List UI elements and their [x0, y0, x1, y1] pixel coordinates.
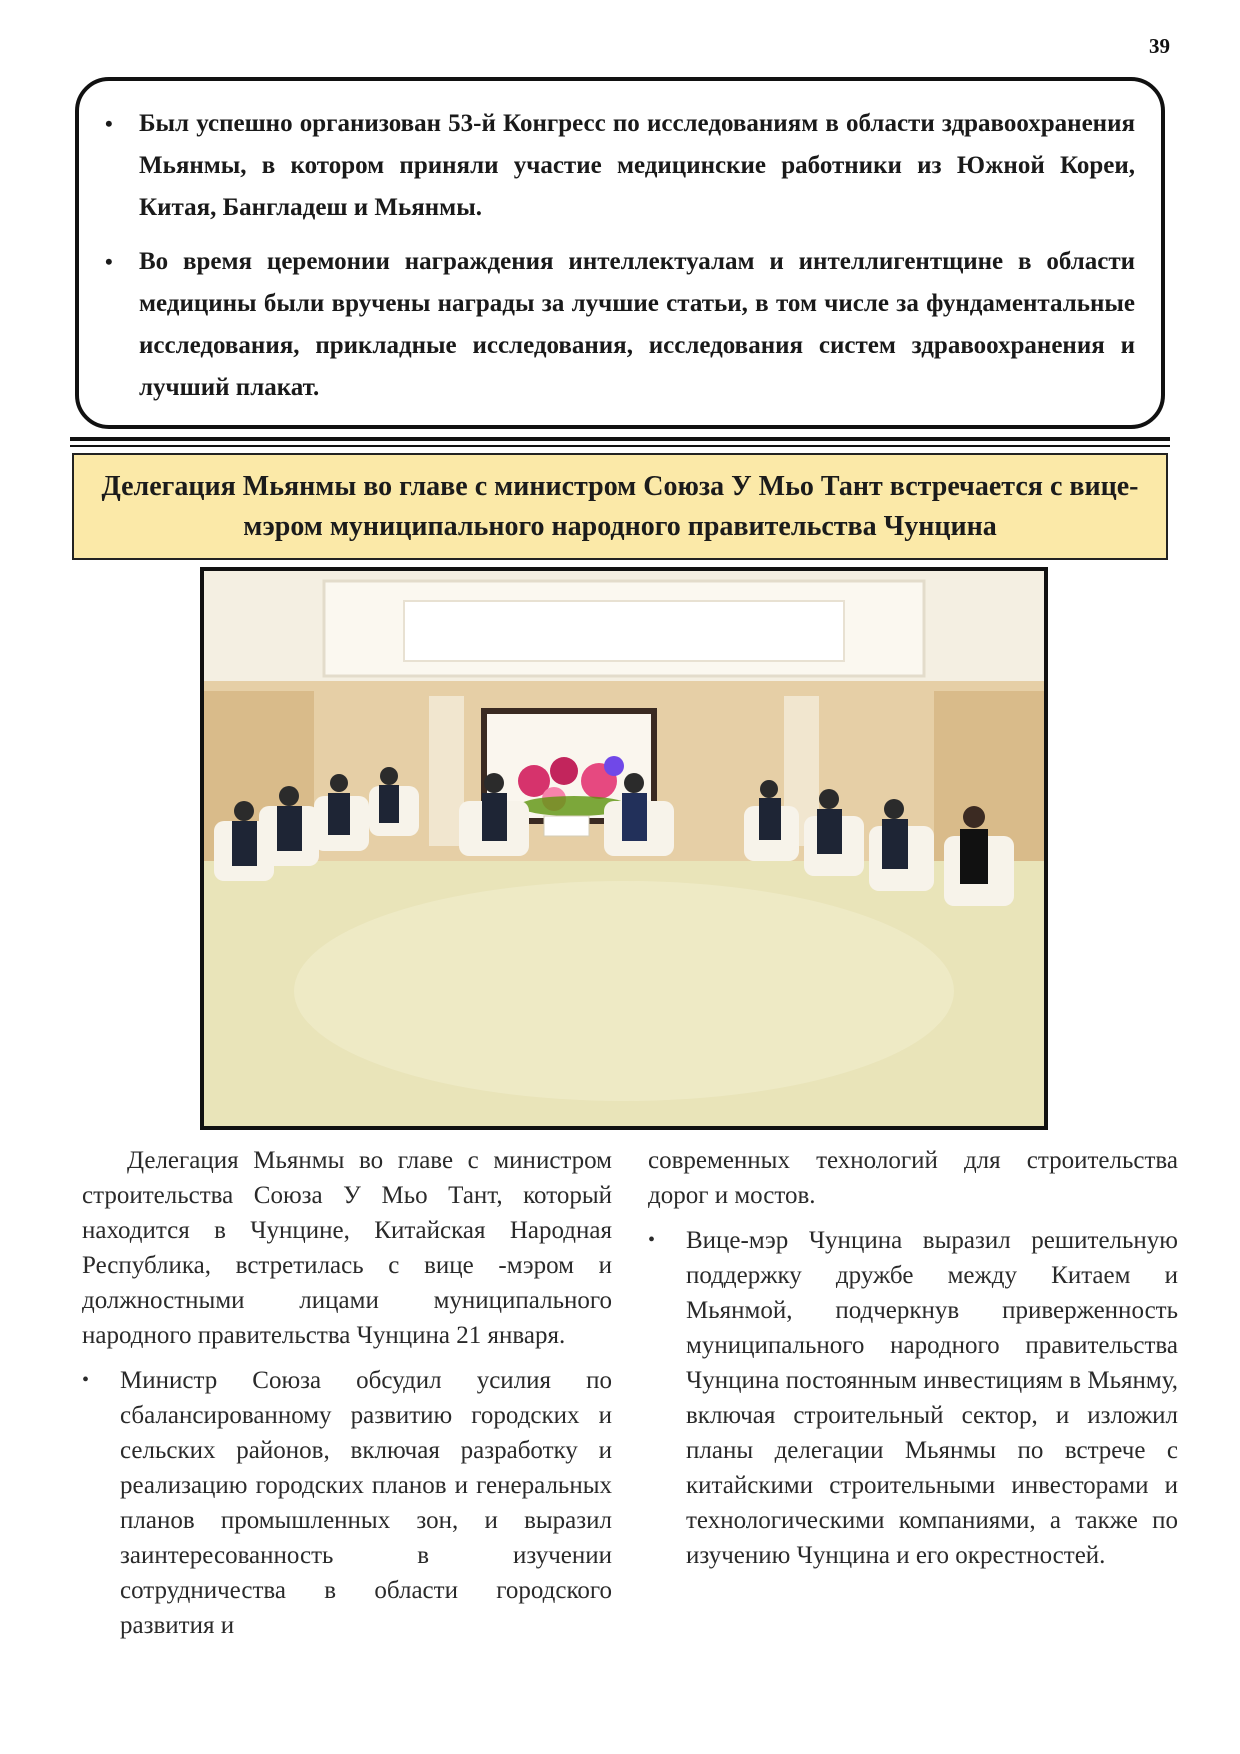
summary-bullet-2: • Во время церемонии награждения интеллектуалам и интеллигентщине в области медицины были вручены награды за лучшие статьи, в том числе за фундаментальные исследования, прикладные исследования, исследования систем здравоохранения и лучший плакат.	[105, 241, 1135, 409]
article-bullet-2: • Вице-мэр Чунцина выразил решительную поддержку дружбе между Китаем и Мьянмой, подчеркнув приверженность муниципального народного правительства Чунцина постоянным инвестициям в Мьянму, включая строительный сектор, и изложил планы делегации Мьянмы по встрече с китайскими строительными инвесторами и технологическими компаниями, а также по изучению Чунцина и его окрестностей.	[648, 1223, 1178, 1573]
article-column-right	[648, 1143, 1178, 1583]
article-column-left	[82, 1143, 612, 1653]
article-bullet-1-part-2: современных технологий для строительства дорог и мостов.	[648, 1147, 1178, 1209]
meeting-photo	[200, 567, 1048, 1130]
headline-box	[72, 453, 1168, 560]
article-intro: Делегация Мьянмы во главе с министром строительства Союза У Мьо Тант, который находится в Чунцине, Китайская Народная Республика, встретилась с вице -мэром и должностными лицами муниципального народного правительства Чунцина 21 января.	[82, 1147, 612, 1349]
page-number: 39	[1149, 34, 1170, 58]
headline: Делегация Мьянмы во главе с министром Союза У Мьо Тант встречается с вице-мэром муниципального народного правительства Чунцина	[101, 470, 1139, 542]
meeting-room-illustration	[204, 571, 1044, 1126]
summary-bullet-1: • Был успешно организован 53-й Конгресс по исследованиям в области здравоохранения Мьянмы, в котором приняли участие медицинские работники из Южной Кореи, Китая, Бангладеш и Мьянмы.	[105, 103, 1135, 229]
article-bullets-right	[648, 1223, 1178, 1573]
section-divider	[70, 437, 1170, 447]
summary-list	[105, 103, 1135, 409]
summary-box	[75, 77, 1165, 429]
article-bullet-1-part-1: • Министр Союза обсудил усилия по сбалансированному развитию городских и сельских районов, включая разработку и реализацию городских планов и генеральных планов промышленных зон, и выразил заинтересованность в изучении сотрудничества в области городского развития и	[82, 1363, 612, 1643]
article-bullets-left	[82, 1363, 612, 1643]
